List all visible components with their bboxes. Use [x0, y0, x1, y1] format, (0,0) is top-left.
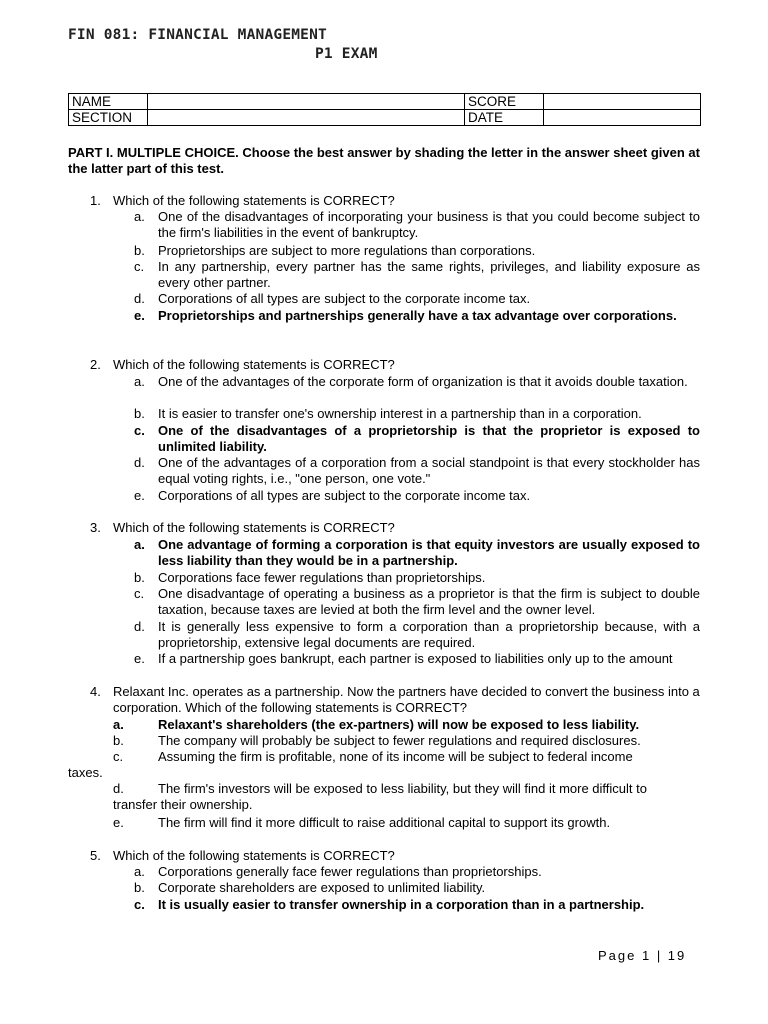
- option-4d-continued: transfer their ownership.: [113, 797, 253, 812]
- part-heading: PART I. MULTIPLE CHOICE. Choose the best answer by shading the letter in the answer sheet given at the latter part of this test.: [68, 145, 700, 176]
- course-title: FIN 081: FINANCIAL MANAGEMENT: [68, 27, 327, 43]
- option-4b: b. The company will probably be subject to fewer regulations and required disclosures.: [113, 733, 641, 748]
- question-4: Relaxant Inc. operates as a partnership. Now the partners have decided to convert the business into a corporation. Which of the following statements is CORRECT?: [113, 684, 700, 715]
- option-4e: e. The firm will find it more difficult to raise additional capital to support its growth.: [113, 815, 611, 830]
- question-4-number: 4.: [90, 684, 101, 699]
- name-label: NAME: [69, 94, 148, 110]
- option-3b: b. Corporations face fewer regulations than proprietorships.: [134, 570, 486, 585]
- option-5c: c. It is usually easier to transfer ownership in a corporation than in a partnership.: [134, 897, 645, 912]
- option-2c: c. One of the disadvantages of a proprietorship is that the proprietor is exposed to unlimited liability.: [134, 423, 700, 454]
- name-field[interactable]: [148, 94, 465, 110]
- section-label: SECTION: [69, 110, 148, 126]
- score-label: SCORE: [465, 94, 544, 110]
- option-2b: b. It is easier to transfer one's ownership interest in a partnership than in a corporation.: [134, 406, 642, 421]
- exam-title: P1 EXAM: [315, 46, 378, 62]
- section-field[interactable]: [148, 110, 465, 126]
- option-4a: a. Relaxant's shareholders (the ex-partners) will now be exposed to less liability.: [113, 717, 640, 732]
- option-2d: d. One of the advantages of a corporation from a social standpoint is that every stockholder has equal voting rights, i.e., "one person, one vote.": [134, 455, 700, 486]
- score-field[interactable]: [544, 94, 701, 110]
- page-number: Page 1 | 19: [598, 948, 687, 963]
- option-1d: d. Corporations of all types are subject to the corporate income tax.: [134, 291, 531, 306]
- table-row: [69, 94, 701, 110]
- option-2e: e. Corporations of all types are subject to the corporate income tax.: [134, 488, 531, 503]
- date-field[interactable]: [544, 110, 701, 126]
- option-4d: d. The firm's investors will be exposed to less liability, but they will find it more difficult to: [113, 781, 647, 796]
- option-4c: c. Assuming the firm is profitable, none of its income will be subject to federal income: [113, 749, 633, 764]
- option-3e: e. If a partnership goes bankrupt, each partner is exposed to liabilities only up to the amount: [134, 651, 673, 666]
- table-row: [69, 110, 701, 126]
- date-label: DATE: [465, 110, 544, 126]
- question-3: 3. Which of the following statements is CORRECT?: [90, 520, 395, 535]
- question-1: 1. Which of the following statements is CORRECT?: [90, 193, 395, 208]
- student-info-table: [68, 93, 701, 126]
- option-5b: b. Corporate shareholders are exposed to unlimited liability.: [134, 880, 486, 895]
- option-3d: d. It is generally less expensive to form a corporation than a proprietorship because, with a proprietorship, extensive legal documents are required.: [134, 619, 700, 650]
- option-1b: b. Proprietorships are subject to more regulations than corporations.: [134, 243, 536, 258]
- option-3a: a. One advantage of forming a corporation is that equity investors are usually exposed to less liability than they would be in a partnership.: [134, 537, 700, 568]
- option-1a: a. One of the disadvantages of incorporating your business is that you could become subject to the firm's liabilities in the event of bankruptcy.: [134, 209, 700, 240]
- option-2a: a. One of the advantages of the corporate form of organization is that it avoids double taxation.: [134, 374, 688, 389]
- option-5a: a. Corporations generally face fewer regulations than proprietorships.: [134, 864, 542, 879]
- option-1e: e. Proprietorships and partnerships generally have a tax advantage over corporations.: [134, 308, 677, 323]
- question-5: 5. Which of the following statements is CORRECT?: [90, 848, 395, 863]
- question-2: 2. Which of the following statements is CORRECT?: [90, 357, 395, 372]
- option-1c: c. In any partnership, every partner has the same rights, privileges, and liability exposure as every other partner.: [134, 259, 700, 290]
- option-3c: c. One disadvantage of operating a business as a proprietor is that the firm is subject to double taxation, because taxes are levied at both the firm level and the owner level.: [134, 586, 700, 617]
- option-4c-continued: taxes.: [68, 765, 103, 780]
